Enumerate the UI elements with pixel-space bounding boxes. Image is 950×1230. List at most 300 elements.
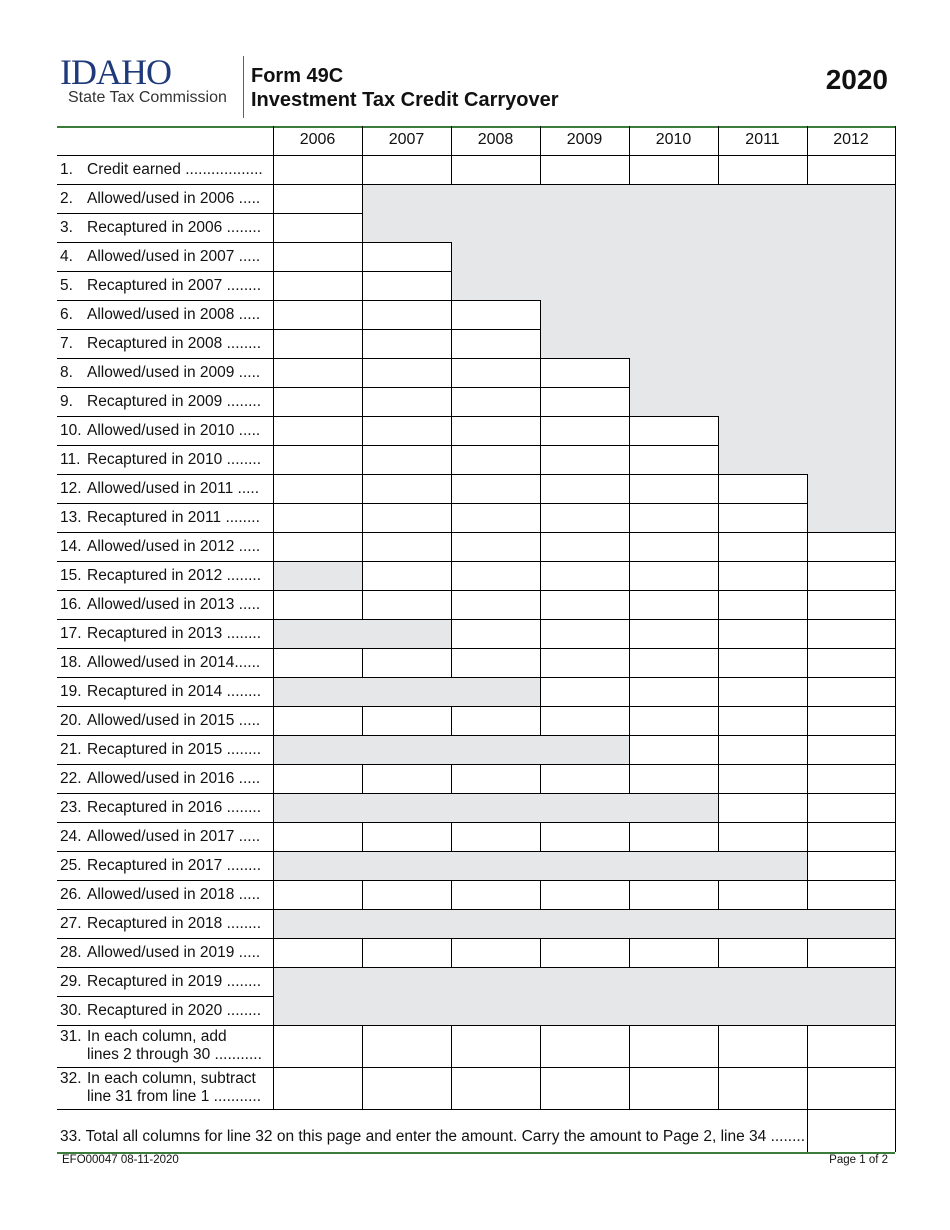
- entry-cell[interactable]: [451, 880, 540, 909]
- row-line: [718, 938, 807, 939]
- entry-cell[interactable]: [273, 329, 362, 358]
- column-line: [362, 474, 363, 503]
- column-line: [540, 764, 541, 793]
- entry-cell[interactable]: [629, 1025, 718, 1067]
- row-line: [273, 590, 362, 591]
- entry-cell[interactable]: [540, 1025, 629, 1067]
- entry-cell[interactable]: [451, 358, 540, 387]
- row-text: Allowed/used in 2017 .....: [87, 828, 261, 845]
- row-line: [807, 967, 895, 968]
- row-line: [451, 1025, 540, 1026]
- column-line: [718, 474, 719, 503]
- row-label-20: [60, 712, 260, 730]
- entry-cell[interactable]: [629, 619, 718, 648]
- column-line: [540, 532, 541, 561]
- row-line: [362, 1025, 451, 1026]
- entry-cell[interactable]: [629, 474, 718, 503]
- row-line: [629, 822, 718, 823]
- table-top-rule: [57, 126, 895, 128]
- entry-cell[interactable]: [718, 532, 807, 561]
- shaded-cell: [629, 851, 718, 880]
- shaded-cell: [807, 242, 895, 271]
- entry-cell[interactable]: [540, 561, 629, 590]
- entry-cell[interactable]: [718, 474, 807, 503]
- entry-cell[interactable]: [273, 387, 362, 416]
- row-text-continued: line 31 from line 1 ...........: [87, 1088, 262, 1105]
- row-text: Allowed/used in 2007 .....: [87, 248, 261, 265]
- column-line: [540, 938, 541, 967]
- row-line: [718, 503, 807, 504]
- entry-cell[interactable]: [629, 503, 718, 532]
- entry-cell[interactable]: [540, 358, 629, 387]
- row-line: [362, 300, 451, 301]
- entry-cell[interactable]: [273, 416, 362, 445]
- shaded-cell: [718, 213, 807, 242]
- entry-cell[interactable]: [273, 648, 362, 677]
- shaded-cell: [540, 851, 629, 880]
- column-line: [540, 880, 541, 909]
- entry-cell[interactable]: [362, 445, 451, 474]
- row-line: [362, 532, 451, 533]
- column-line: [540, 706, 541, 735]
- entry-cell[interactable]: [451, 445, 540, 474]
- entry-cell[interactable]: [629, 155, 718, 184]
- row-label-17: [60, 625, 261, 643]
- row-label-7: [60, 335, 261, 353]
- entry-cell[interactable]: [629, 532, 718, 561]
- entry-cell[interactable]: [273, 1025, 362, 1067]
- label-row-line: [57, 590, 273, 591]
- entry-cell[interactable]: [451, 764, 540, 793]
- entry-cell[interactable]: [540, 648, 629, 677]
- row-label-9: [60, 393, 261, 411]
- label-row-line: [57, 880, 273, 881]
- row-line: [718, 532, 807, 533]
- entry-cell[interactable]: [451, 329, 540, 358]
- column-line: [807, 561, 808, 590]
- row-line: [273, 880, 362, 881]
- row-line: [540, 590, 629, 591]
- shaded-cell: [273, 851, 362, 880]
- entry-cell[interactable]: [718, 648, 807, 677]
- entry-cell[interactable]: [629, 706, 718, 735]
- entry-cell[interactable]: [807, 735, 895, 764]
- shaded-cell: [273, 996, 362, 1025]
- column-line: [718, 445, 719, 474]
- row-line: [362, 619, 451, 620]
- line-33-amount-cell[interactable]: [807, 1109, 895, 1152]
- entry-cell[interactable]: [362, 358, 451, 387]
- row-text: Allowed/used in 2016 .....: [87, 770, 261, 787]
- row-line: [362, 706, 451, 707]
- entry-cell[interactable]: [451, 300, 540, 329]
- table-right-border: [895, 126, 896, 1152]
- column-line: [807, 474, 808, 503]
- entry-cell[interactable]: [273, 503, 362, 532]
- entry-cell[interactable]: [273, 358, 362, 387]
- entry-cell[interactable]: [718, 764, 807, 793]
- column-line: [451, 474, 452, 503]
- shaded-cell: [629, 967, 718, 996]
- column-line: [451, 1025, 452, 1109]
- header-column-line: [540, 126, 541, 155]
- entry-cell[interactable]: [540, 590, 629, 619]
- row-number: 6.: [60, 306, 73, 323]
- column-line: [540, 619, 541, 648]
- shaded-cell: [540, 184, 629, 213]
- entry-cell[interactable]: [629, 648, 718, 677]
- row-line: [629, 706, 718, 707]
- entry-cell[interactable]: [540, 155, 629, 184]
- entry-cell[interactable]: [362, 764, 451, 793]
- row-number: 32.: [60, 1070, 82, 1087]
- entry-cell[interactable]: [273, 938, 362, 967]
- row-line: [629, 619, 718, 620]
- row-line: [718, 184, 807, 185]
- shaded-cell: [362, 735, 451, 764]
- row-number: 26.: [60, 886, 82, 903]
- label-row-line: [57, 909, 273, 910]
- entry-cell[interactable]: [362, 822, 451, 851]
- column-line: [362, 300, 363, 329]
- row-line: [451, 184, 540, 185]
- label-row-line: [57, 213, 273, 214]
- entry-cell[interactable]: [629, 590, 718, 619]
- entry-cell[interactable]: [807, 706, 895, 735]
- entry-cell[interactable]: [273, 880, 362, 909]
- shaded-cell: [273, 909, 362, 938]
- label-row-line: [57, 329, 273, 330]
- form-number: Form 49C: [251, 65, 344, 87]
- entry-cell[interactable]: [807, 793, 895, 822]
- shaded-cell: [629, 213, 718, 242]
- row-label-2: [60, 190, 260, 208]
- entry-cell[interactable]: [807, 532, 895, 561]
- row-line: [807, 822, 895, 823]
- entry-cell[interactable]: [718, 938, 807, 967]
- entry-cell[interactable]: [451, 387, 540, 416]
- column-line: [807, 590, 808, 619]
- form-code: EFO00047 08-11-2020: [62, 1154, 179, 1166]
- entry-cell[interactable]: [273, 184, 362, 213]
- column-line: [807, 880, 808, 909]
- column-line: [362, 416, 363, 445]
- column-line: [807, 793, 808, 822]
- row-line: [451, 503, 540, 504]
- entry-cell[interactable]: [718, 735, 807, 764]
- entry-cell[interactable]: [362, 474, 451, 503]
- row-text: Allowed/used in 2018 .....: [87, 886, 261, 903]
- entry-cell[interactable]: [807, 619, 895, 648]
- row-text: Recaptured in 2014 ........: [87, 683, 262, 700]
- entry-cell[interactable]: [807, 822, 895, 851]
- row-number: 16.: [60, 596, 82, 613]
- row-line: [629, 764, 718, 765]
- entry-cell[interactable]: [362, 387, 451, 416]
- row-line: [362, 967, 451, 968]
- row-line: [540, 561, 629, 562]
- row-line: [451, 677, 540, 678]
- entry-cell[interactable]: [629, 764, 718, 793]
- entry-cell[interactable]: [807, 648, 895, 677]
- row-number: 11.: [60, 451, 81, 468]
- row-label-22: [60, 770, 260, 788]
- row-line: [718, 822, 807, 823]
- entry-cell[interactable]: [451, 706, 540, 735]
- column-line: [718, 416, 719, 445]
- column-line: [451, 532, 452, 561]
- entry-cell[interactable]: [273, 532, 362, 561]
- entry-cell[interactable]: [451, 648, 540, 677]
- entry-cell[interactable]: [362, 503, 451, 532]
- row-line: [451, 706, 540, 707]
- row-number: 22.: [60, 770, 82, 787]
- row-number: 30.: [60, 1002, 82, 1019]
- row-line: [362, 909, 451, 910]
- row-line: [540, 358, 629, 359]
- entry-cell[interactable]: [273, 822, 362, 851]
- entry-cell[interactable]: [718, 155, 807, 184]
- column-line: [451, 561, 452, 590]
- row-line: [273, 735, 362, 736]
- entry-cell[interactable]: [362, 329, 451, 358]
- entry-cell[interactable]: [362, 1025, 451, 1067]
- entry-cell[interactable]: [629, 880, 718, 909]
- column-line: [451, 358, 452, 387]
- entry-cell[interactable]: [718, 503, 807, 532]
- label-row-line: [57, 735, 273, 736]
- column-line: [718, 503, 719, 532]
- entry-cell[interactable]: [807, 1025, 895, 1067]
- column-line: [718, 706, 719, 735]
- row-label-8: [60, 364, 260, 382]
- label-row-line: [57, 416, 273, 417]
- entry-cell[interactable]: [451, 1067, 540, 1109]
- entry-cell[interactable]: [718, 706, 807, 735]
- label-row-line: [57, 851, 273, 852]
- entry-cell[interactable]: [807, 938, 895, 967]
- entry-cell[interactable]: [273, 590, 362, 619]
- entry-cell[interactable]: [540, 445, 629, 474]
- row-label-28: [60, 944, 260, 962]
- entry-cell[interactable]: [807, 561, 895, 590]
- shaded-cell: [540, 242, 629, 271]
- entry-cell[interactable]: [362, 590, 451, 619]
- header-column-line: [451, 126, 452, 155]
- entry-cell[interactable]: [273, 242, 362, 271]
- row-32-line: [57, 1109, 895, 1110]
- shaded-cell: [451, 213, 540, 242]
- entry-cell[interactable]: [540, 474, 629, 503]
- entry-cell[interactable]: [362, 300, 451, 329]
- row-line: [451, 851, 540, 852]
- entry-cell[interactable]: [540, 416, 629, 445]
- entry-cell[interactable]: [540, 1067, 629, 1109]
- row-label-1: [60, 161, 263, 179]
- entry-cell[interactable]: [807, 155, 895, 184]
- shaded-cell: [540, 271, 629, 300]
- entry-cell[interactable]: [451, 532, 540, 561]
- entry-cell[interactable]: [451, 590, 540, 619]
- shaded-cell: [718, 445, 807, 474]
- line-33-label: 33. Total all columns for line 32 on this page and enter the amount. Carry the amount to Page 2, line 34 ........: [60, 1128, 806, 1145]
- row-label-29: [60, 973, 261, 991]
- entry-cell[interactable]: [451, 619, 540, 648]
- shaded-cell: [540, 793, 629, 822]
- entry-cell[interactable]: [273, 1067, 362, 1109]
- row-number: 18.: [60, 654, 82, 671]
- entry-cell[interactable]: [540, 677, 629, 706]
- entry-cell[interactable]: [273, 474, 362, 503]
- row-line: [273, 445, 362, 446]
- row-line: [451, 880, 540, 881]
- entry-cell[interactable]: [718, 822, 807, 851]
- row-line: [362, 358, 451, 359]
- entry-cell[interactable]: [540, 532, 629, 561]
- entry-cell[interactable]: [718, 793, 807, 822]
- entry-cell[interactable]: [718, 1025, 807, 1067]
- logo-subtitle: State Tax Commission: [68, 89, 227, 106]
- entry-cell[interactable]: [540, 619, 629, 648]
- column-line: [362, 648, 363, 677]
- row-number: 2.: [60, 190, 73, 207]
- entry-cell[interactable]: [273, 706, 362, 735]
- row-line: [273, 213, 362, 214]
- entry-cell[interactable]: [273, 213, 362, 242]
- entry-cell[interactable]: [629, 416, 718, 445]
- entry-cell[interactable]: [362, 648, 451, 677]
- entry-cell[interactable]: [629, 561, 718, 590]
- entry-cell[interactable]: [629, 677, 718, 706]
- entry-cell[interactable]: [540, 706, 629, 735]
- column-line: [540, 590, 541, 619]
- entry-cell[interactable]: [362, 416, 451, 445]
- entry-cell[interactable]: [451, 155, 540, 184]
- row-line: [629, 532, 718, 533]
- entry-cell[interactable]: [273, 155, 362, 184]
- entry-cell[interactable]: [273, 271, 362, 300]
- entry-cell[interactable]: [540, 938, 629, 967]
- row-line: [273, 184, 362, 185]
- shaded-cell: [451, 909, 540, 938]
- column-line: [718, 793, 719, 822]
- row-line: [807, 735, 895, 736]
- entry-cell[interactable]: [540, 387, 629, 416]
- entry-cell[interactable]: [362, 1067, 451, 1109]
- column-header-2010: 2010: [655, 131, 692, 148]
- column-line: [540, 561, 541, 590]
- column-header-2006: 2006: [299, 131, 336, 148]
- entry-cell[interactable]: [807, 1067, 895, 1109]
- entry-cell[interactable]: [451, 1025, 540, 1067]
- label-row-line: [57, 184, 273, 185]
- row-text: Recaptured in 2020 ........: [87, 1002, 262, 1019]
- row-number: 14.: [60, 538, 82, 555]
- entry-cell[interactable]: [451, 503, 540, 532]
- entry-cell[interactable]: [540, 822, 629, 851]
- row-line: [540, 735, 629, 736]
- row-line: [540, 677, 629, 678]
- entry-cell[interactable]: [629, 938, 718, 967]
- entry-cell[interactable]: [629, 445, 718, 474]
- entry-cell[interactable]: [807, 880, 895, 909]
- entry-cell[interactable]: [718, 619, 807, 648]
- column-line: [629, 503, 630, 532]
- entry-cell[interactable]: [362, 271, 451, 300]
- entry-cell[interactable]: [273, 300, 362, 329]
- row-line: [451, 561, 540, 562]
- entry-cell[interactable]: [451, 938, 540, 967]
- shaded-cell: [807, 416, 895, 445]
- entry-cell[interactable]: [718, 1067, 807, 1109]
- entry-cell[interactable]: [718, 590, 807, 619]
- entry-cell[interactable]: [718, 561, 807, 590]
- column-line: [807, 706, 808, 735]
- shaded-cell: [362, 909, 451, 938]
- entry-cell[interactable]: [362, 880, 451, 909]
- entry-cell[interactable]: [273, 445, 362, 474]
- entry-cell[interactable]: [451, 474, 540, 503]
- entry-cell[interactable]: [362, 561, 451, 590]
- entry-cell[interactable]: [362, 532, 451, 561]
- entry-cell[interactable]: [718, 677, 807, 706]
- entry-cell[interactable]: [362, 242, 451, 271]
- row-line: [362, 445, 451, 446]
- entry-cell[interactable]: [807, 851, 895, 880]
- row-line: [629, 851, 718, 852]
- column-line: [362, 358, 363, 387]
- entry-cell[interactable]: [807, 677, 895, 706]
- entry-cell[interactable]: [629, 822, 718, 851]
- label-row-line: [57, 1025, 273, 1026]
- entry-cell[interactable]: [540, 503, 629, 532]
- entry-cell[interactable]: [451, 822, 540, 851]
- entry-cell[interactable]: [629, 1067, 718, 1109]
- row-line: [362, 561, 451, 562]
- column-line: [451, 822, 452, 851]
- column-line: [807, 1025, 808, 1109]
- entry-cell[interactable]: [540, 880, 629, 909]
- entry-cell[interactable]: [451, 416, 540, 445]
- column-line: [718, 648, 719, 677]
- row-line: [273, 416, 362, 417]
- column-line: [629, 445, 630, 474]
- entry-cell[interactable]: [362, 706, 451, 735]
- column-line: [362, 155, 363, 184]
- row-text: Allowed/used in 2009 .....: [87, 364, 261, 381]
- entry-cell[interactable]: [540, 764, 629, 793]
- entry-cell[interactable]: [451, 561, 540, 590]
- row-label-16: [60, 596, 260, 614]
- row-line: [273, 561, 362, 562]
- entry-cell[interactable]: [629, 735, 718, 764]
- row-line: [273, 909, 362, 910]
- entry-cell[interactable]: [362, 938, 451, 967]
- entry-cell[interactable]: [273, 764, 362, 793]
- shaded-cell: [718, 996, 807, 1025]
- entry-cell[interactable]: [807, 590, 895, 619]
- column-line: [629, 764, 630, 793]
- table-bottom-rule: [57, 1152, 895, 1154]
- row-number: 20.: [60, 712, 82, 729]
- column-line: [718, 938, 719, 967]
- row-line: [273, 938, 362, 939]
- entry-cell[interactable]: [807, 764, 895, 793]
- entry-cell[interactable]: [718, 880, 807, 909]
- entry-cell[interactable]: [362, 155, 451, 184]
- row-line: [540, 619, 629, 620]
- row-line: [451, 358, 540, 359]
